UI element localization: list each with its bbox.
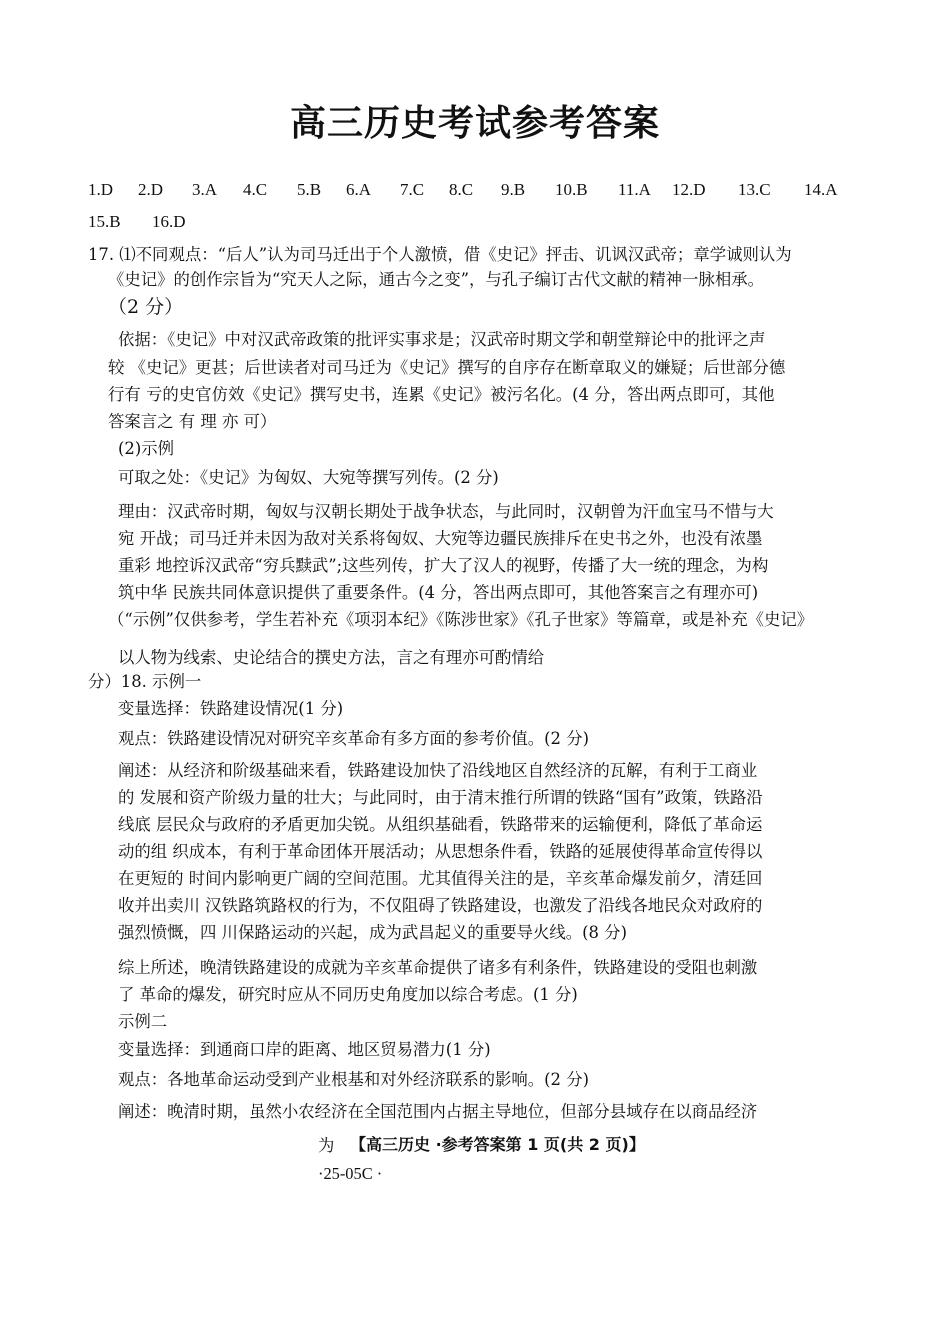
answer-item: 13.C [738,180,771,199]
question-18-heading: 分）18. 示例一 [88,672,202,691]
exam-code: ·25-05C · [318,1164,383,1183]
answer-item: 10.B [555,180,588,199]
answer-item: 8.C [449,180,474,199]
text-line: 线底 层民众与政府的矛盾更加尖锐。从组织基础看，铁路带来的运输便利，降低了革命运 [118,815,763,834]
example-2-label: 示例二 [118,1012,168,1031]
text-line: 以人物为线索、史论结合的撰史方法，言之有理亦可酌情给 [118,648,545,667]
text-line: 的 发展和资产阶级力量的壮大；与此同时，由于清末推行所谓的铁路“国有”政策，铁路沿 [118,788,763,807]
answer-item: 3.A [192,180,218,199]
text-line: 动的组 织成本，有利于革命团体开展活动；从思想条件看，铁路的延展使得革命宣传得以 [118,842,763,861]
answer-item: 2.D [138,180,164,199]
answer-item: 15.B [88,212,121,231]
answer-item: 7.C [400,180,425,199]
text-line: 较 《史记》更甚；后世读者对司马迁为《史记》撰写的自序存在断章取义的嫌疑；后世部分德 [108,358,786,377]
footer-prefix: 为 [318,1136,335,1155]
text-line: 行有 亏的史官仿效《史记》撰写史书，连累《史记》被污名化。(4 分，答出两点即可，其他 [108,385,775,404]
text-line: 阐述：晚清时期，虽然小农经济在全国范围内占据主导地位，但部分县域存在以商品经济 [118,1102,758,1121]
text-line: 观点：铁路建设情况对研究辛亥革命有多方面的参考价值。(2 分) [118,729,589,748]
text-line: 筑中华 民族共同体意识提供了重要条件。(4 分，答出两点即可，其他答案言之有理亦可) [118,583,759,602]
text-line: 综上所述，晚清铁路建设的成就为辛亥革命提供了诸多有利条件，铁路建设的受阻也刺激 [118,958,758,977]
text-line: 答案言之 有 理 亦 可） [108,412,277,431]
text-line: 强烈愤慨，四 川保路运动的兴起，成为武昌起义的重要导火线。(8 分) [118,923,627,942]
sub-question-label: (2)示例 [118,439,174,458]
answer-item: 9.B [501,180,526,199]
text-line: 阐述：从经济和阶级基础来看，铁路建设加快了沿线地区自然经济的瓦解，有利于工商业 [118,761,758,780]
answer-item: 12.D [672,180,706,199]
text-line: 《史记》的创作宗旨为“究天人之际，通古今之变”，与孔子编订古代文献的精神一脉相承。 [108,270,764,289]
text-line: 变量选择：到通商口岸的距离、地区贸易潜力(1 分) [118,1040,491,1059]
footer-label: 【高三历史 ·参考答案第 1 页(共 2 页)】 [350,1135,645,1154]
answer-item: 5.B [297,180,322,199]
text-line: 依据：《史记》中对汉武帝政策的批评实事求是；汉武帝时期文学和朝堂辩论中的批评之声 [118,330,766,349]
answer-item: 4.C [243,180,268,199]
answer-item: 1.D [88,180,114,199]
text-line: （“示例”仅供参考，学生若补充《项羽本纪》《陈涉世家》《孔子世家》等篇章，或是补充《史记》 [108,610,814,629]
answer-item: 11.A [618,180,651,199]
text-line: 了 革命的爆发，研究时应从不同历史角度加以综合考虑。(1 分) [118,985,578,1004]
text-line: 观点：各地革命运动受到产业根基和对外经济联系的影响。(2 分) [118,1070,589,1089]
text-line: 重彩 地控诉汉武帝“穷兵黩武”;这些列传，扩大了汉人的视野，传播了大一统的理念，为构 [118,556,769,575]
answer-item: 6.A [346,180,372,199]
text-line: 收并出卖川 汉铁路筑路权的行为，不仅阻碍了铁路建设，也激发了沿线各地民众对政府的 [118,896,763,915]
page-title: 高三历史考试参考答案 [289,103,660,144]
text-line: 在更短的 时间内影响更广阔的空间范围。尤其值得关注的是，辛亥革命爆发前夕，清廷回 [118,869,763,888]
answer-item: 14.A [804,180,838,199]
score-note: （2 分） [108,296,184,318]
text-line: 变量选择：铁路建设情况(1 分) [118,699,344,718]
text-line: 宛 开战；司马迁并未因为敌对关系将匈奴、大宛等边疆民族排斥在史书之外，也没有浓墨 [118,529,763,548]
text-line: 理由：汉武帝时期，匈奴与汉朝长期处于战争状态，与此同时，汉朝曾为汗血宝马不惜与大 [118,502,774,521]
answer-item: 16.D [152,212,186,231]
text-line: 17. ⑴不同观点：“后人”认为司马迁出于个人激愤，借《史记》抨击、讥讽汉武帝；章学诚则认为 [88,245,792,264]
text-line: 可取之处：《史记》为匈奴、大宛等撰写列传。(2 分) [118,468,499,487]
